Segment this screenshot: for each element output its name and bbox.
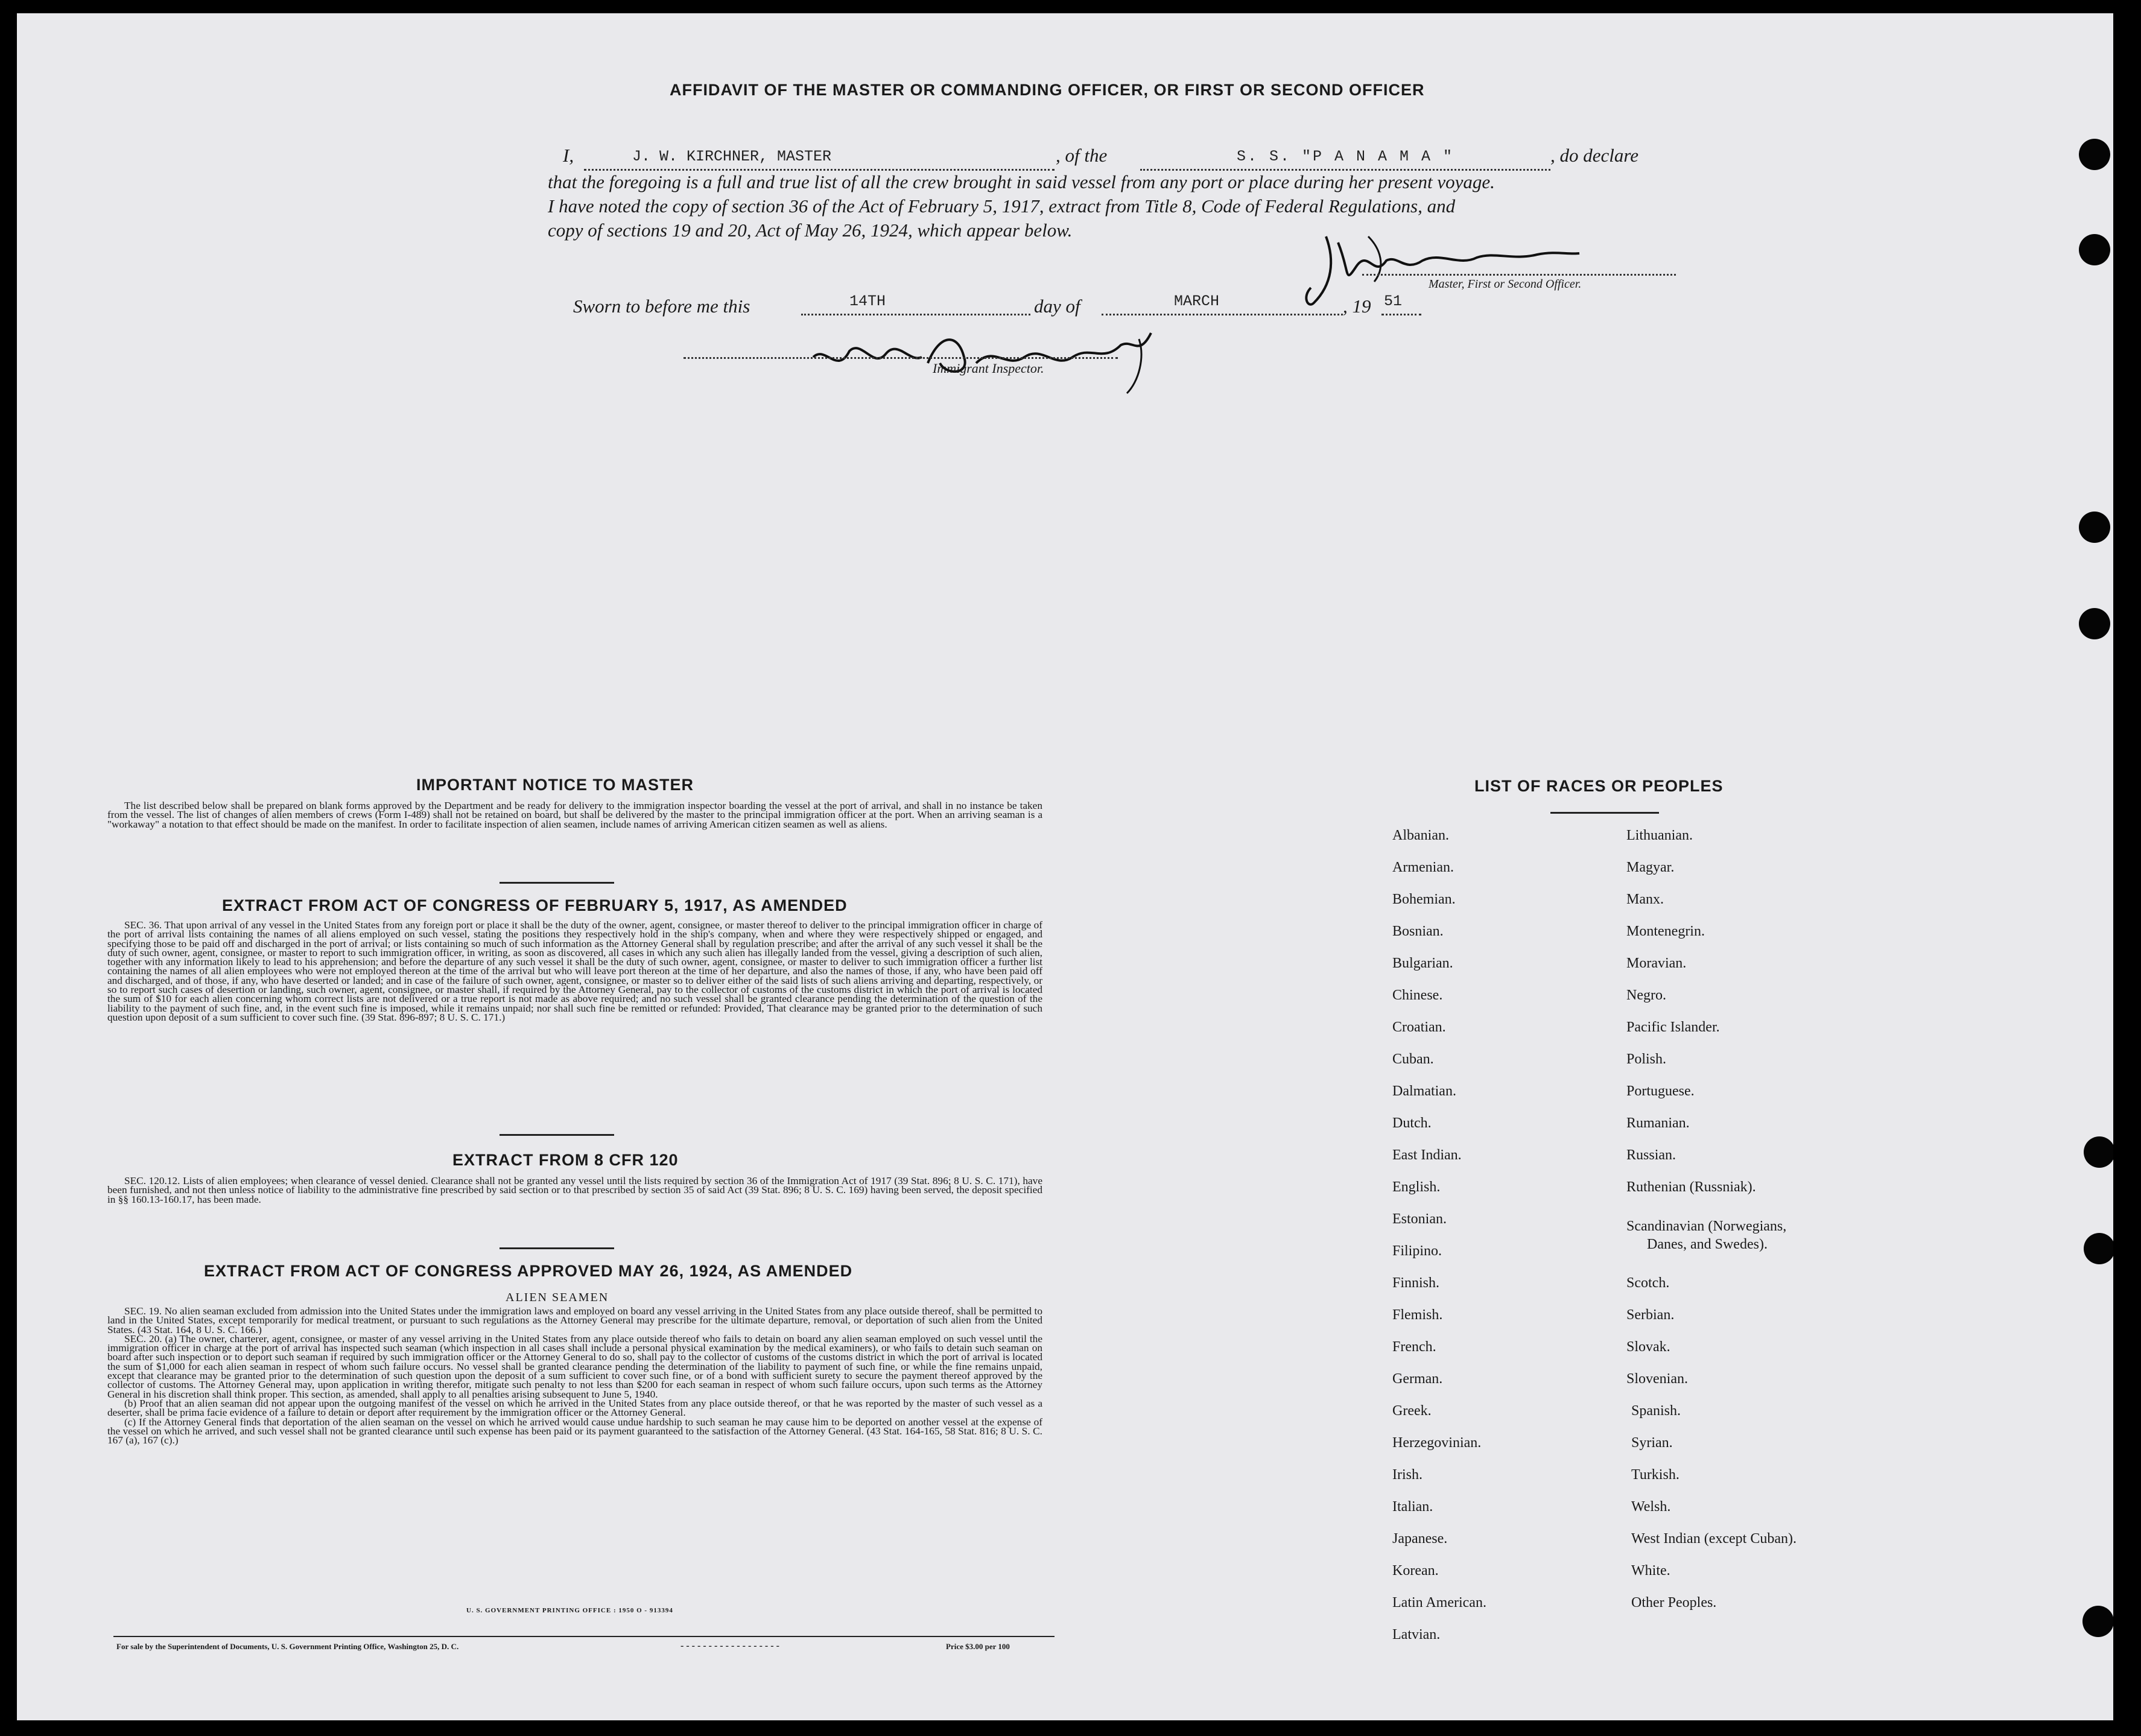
notice-text [107,801,1042,829]
race-item: Flemish. [1392,1307,1443,1323]
extract-cfr-paragraph: SEC. 120.12. Lists of alien employees; when clearance of vessel denied. Clearance shall not be granted any vessel until the lists required by section 36 of the Immigration Act of 1917 (39 Stat. 896; 8 U. S. C. 171), have been furnished, and not then unless notice of liability to the administrative fine prescribed by said section or to that prescribed by section 35 of said Act (39 Stat. 896; 8 U. S. C. 169) having been served, the deposit specified in §§ 160.13-160.17, has been made. [107,1175,1042,1205]
footer-rule [113,1636,1055,1637]
races-title: LIST OF RACES OR PEOPLES [1474,777,1724,795]
race-item: Rumanian. [1626,1115,1690,1131]
race-item: Montenegrin. [1626,923,1705,939]
footer-price: Price $3.00 per 100 [946,1642,1010,1651]
race-item: Syrian. [1631,1435,1673,1451]
master-name-field [584,142,1055,171]
race-item: Serbian. [1626,1307,1675,1323]
declaration-line: copy of sections 19 and 20, Act of May 26, 1924, which appear below. [548,220,1073,241]
race-item: Turkish. [1631,1467,1679,1483]
race-item: Other Peoples. [1631,1595,1717,1611]
race-item: Polish. [1626,1051,1667,1067]
race-item: West Indian (except Cuban). [1631,1531,1797,1547]
race-item: Negro. [1626,987,1666,1003]
binder-hole [2079,608,2110,639]
race-item: Latvian. [1392,1627,1441,1643]
footer-for-sale: For sale by the Superintendent of Documents, U. S. Government Printing Office, Washington 25, D. C. [116,1642,459,1651]
race-item: Latin American. [1392,1595,1486,1611]
race-item: Ruthenian (Russniak). [1626,1179,1756,1195]
sworn-day: 14TH [849,293,886,310]
race-item: Danes, and Swedes). [1647,1237,1768,1252]
master-signature-line [1362,274,1676,276]
notice-paragraph: The list described below shall be prepared on blank forms approved by the Department and be ready for delivery to the immigration inspector boarding the vessel at the port of arrival, and shall in no instance be taken from the vessel. The list of changes of alien members of crews (Form I-489) shall not be retained on board, but shall be delivered by the master to the principal immigration officer at the port. When an arriving seaman is a "workaway" a notation to that effect should be made on the manifest. In order to facilitate inspection of alien seamen, include names of arriving American citizen seamen as well as aliens. [107,800,1042,830]
race-item: Bosnian. [1392,923,1444,939]
year-field [1381,287,1421,315]
race-item: Portuguese. [1626,1083,1695,1099]
race-item: Albanian. [1392,828,1449,843]
do-declare-label: , do declare [1550,145,1639,166]
inspector-caption: Immigrant Inspector. [933,361,1044,376]
inspector-signature [801,321,1175,399]
inspector-signature-line [684,357,1118,359]
sworn-label: Sworn to before me this [573,296,750,317]
sworn-month: MARCH [1174,293,1220,310]
affidavit-title: AFFIDAVIT OF THE MASTER OR COMMANDING OFFICER, OR FIRST OR SECOND OFFICER [670,81,1425,99]
race-item: Magyar. [1626,860,1675,875]
race-item: Finnish. [1392,1275,1440,1291]
affidavit-i-label: I, [563,145,574,166]
binder-hole [2079,234,2110,265]
race-item: Scandinavian (Norwegians, [1626,1218,1787,1234]
race-item: Manx. [1626,892,1664,907]
race-item: Japanese. [1392,1531,1448,1547]
section-divider [500,882,614,884]
race-item: Bulgarian. [1392,955,1453,971]
printing-office-note: U. S. GOVERNMENT PRINTING OFFICE : 1950 O - 913394 [466,1607,673,1614]
race-item: Croatian. [1392,1019,1446,1035]
day-field [801,287,1030,315]
extract-1924-title: EXTRACT FROM ACT OF CONGRESS APPROVED MAY 26, 1924, AS AMENDED [204,1262,853,1280]
year-prefix: , 19 [1343,296,1371,317]
master-caption: Master, First or Second Officer. [1429,277,1582,291]
race-item: Spanish. [1631,1403,1681,1419]
race-item: Korean. [1392,1563,1439,1579]
section-divider [500,1134,614,1136]
extract-cfr-text [107,1176,1042,1204]
extract-1917-text [107,920,1042,1022]
race-item: White. [1631,1563,1670,1579]
binder-hole [2079,139,2110,170]
extract-cfr-title: EXTRACT FROM 8 CFR 120 [452,1151,679,1169]
day-of-label: day of [1034,296,1080,317]
race-item: Russian. [1626,1147,1676,1163]
race-item: Bohemian. [1392,892,1456,907]
race-item: Moravian. [1626,955,1687,971]
race-item: Slovenian. [1626,1371,1688,1387]
race-item: Armenian. [1392,860,1454,875]
document-page [17,13,2113,1720]
declaration-line: that the foregoing is a full and true list of all the crew brought in said vessel from any port or place during her present voyage. [548,171,1495,192]
race-item: Estonian. [1392,1211,1447,1227]
race-item: Slovak. [1626,1339,1670,1355]
race-item: Italian. [1392,1499,1433,1515]
vessel-field [1140,142,1550,171]
races-divider [1550,812,1659,814]
extract-1924-paragraph: SEC. 19. No alien seaman excluded from admission into the United States under the immigration laws and employed on board any vessel arriving in the United States from any place outside thereof, shall be permitted to land in the United States, except temporarily for medical treatment, or pursuant to such regulations as the Attorney General may prescribe for the ultimate departure, removal, or deportation of such alien from the United States. (43 Stat. 164, 8 U. S. C. 166.) [107,1305,1042,1335]
race-item: Pacific Islander. [1626,1019,1720,1035]
of-the-label: , of the [1056,145,1108,166]
binder-hole [2079,512,2110,543]
extract-1924-paragraph: (b) Proof that an alien seaman did not appear upon the outgoing manifest of the vessel on which he arrived in the United States from any place outside thereof, or that he was reported by the master of such vessel as a deserter, shall be prima facie evidence of a failure to detain or deport after requirement by the immigration officer or the Attorney General. [107,1397,1042,1419]
race-item: French. [1392,1339,1436,1355]
binder-hole [2084,1233,2113,1264]
race-item: Dalmatian. [1392,1083,1456,1099]
notice-title: IMPORTANT NOTICE TO MASTER [416,776,694,794]
master-name: J. W. KIRCHNER, MASTER [632,148,832,165]
declaration-line: I have noted the copy of section 36 of the Act of February 5, 1917, extract from Title 8, Code of Federal Regulations, and [548,195,1456,217]
extract-1924-paragraph: (c) If the Attorney General finds that deportation of the alien seaman on the vessel on which he arrived would cause undue hardship to such seaman he may cause him to be deported on another vessel at the expense of the vessel on which he arrived, and such vessel shall not be granted clearance until such expense has been paid or its payment guaranteed to the satisfaction of the Attorney General. (43 Stat. 164-165, 58 Stat. 816; 8 U. S. C. 167 (a), 167 (c).) [107,1416,1042,1446]
extract-1924-text [107,1307,1042,1445]
race-item: German. [1392,1371,1443,1387]
race-item: Greek. [1392,1403,1432,1419]
footer-dashes: - - - - - - - - - - - - - - - - - - [680,1641,779,1651]
race-item: Dutch. [1392,1115,1432,1131]
race-item: Chinese. [1392,987,1443,1003]
binder-hole [2084,1136,2113,1168]
extract-1917-title: EXTRACT FROM ACT OF CONGRESS OF FEBRUARY 5, 1917, AS AMENDED [222,896,848,914]
race-item: Scotch. [1626,1275,1670,1291]
race-item: Lithuanian. [1626,828,1693,843]
extract-1917-paragraph: SEC. 36. That upon arrival of any vessel in the United States from any foreign port or place it shall be the duty of the owner, agent, consignee, or master thereof to deliver to the principal immigration officer in charge of the port of arrival lists containing the names of all aliens employed on such vessel, stating the positions they respectively hold in the ship's company, when and where they were respectively shipped or engaged, and specifying those to be paid off and discharged in the port of arrival; or lists containing so much of such information as the Attorney General shall by regulation prescribe; and after the arrival of any such vessel it shall be the duty of such owner, agent, consignee, or master to report to such immigration officer, in writing, as soon as discovered, all cases in which any such alien has illegally landed from the vessel, giving a description of such alien, together with any information likely to lead to his apprehension; and before the departure of any such vessel it shall be the duty of such owner, agent, consignee, or master to deliver to such immigration officer a further list containing the names of all alien employees who were not employed thereon at the time of the arrival but who will leave port thereon at the time of her departure, and also the names of those, if any, who have been paid off and discharged, and of those, if any, who have deserted or landed; and in case of the failure of such owner, agent, consignee, or master so to deliver either of the said lists of such aliens arriving and departing, respectively, or so to report such cases of desertion or landing, such owner, agent, consignee, or master shall, if required by the Attorney General, pay to the collector of customs of the customs district in which the port of arrival is located the sum of $10 for each alien concerning whom correct lists are not delivered or a true report is not made as above required; and no such vessel shall be granted clearance pending the determination of the question of the liability to the payment of such fine, and, in the event such fine is imposed, while it remains unpaid; nor shall such fine be remitted or refunded: Provided, That clearance may be granted prior to the determination of such question upon deposit of a sum sufficient to cover such fine. (39 Stat. 896-897; 8 U. S. C. 171.) [107,919,1042,1023]
race-item: Herzegovinian. [1392,1435,1482,1451]
race-item: Cuban. [1392,1051,1434,1067]
race-item: Filipino. [1392,1243,1442,1259]
race-item: Irish. [1392,1467,1423,1483]
month-field [1102,287,1343,315]
race-item: Welsh. [1631,1499,1671,1515]
section-divider [500,1247,614,1249]
race-item: East Indian. [1392,1147,1462,1163]
binder-hole [2082,1606,2113,1637]
alien-seamen-subtitle: ALIEN SEAMEN [506,1291,609,1304]
race-item: English. [1392,1179,1441,1195]
vessel-name: S. S. "P A N A M A " [1237,148,1454,165]
sworn-year: 51 [1384,293,1403,310]
extract-1924-paragraph: SEC. 20. (a) The owner, charterer, agent, consignee, or master of any vessel arriving in the United States from any place outside thereof who fails to detain on board any alien seaman employed on such vessel until the immigration officer in charge at the port of arrival has inspected such seaman (which inspection in all cases shall include a personal physical examination by the medical examiners), or who fails to detain such seaman on board after such inspection or to deport such seaman if required by such immigration officer or the Attorney General to do so, shall pay to the collector of customs of the customs district in which the port of arrival is located the sum of $1,000 for each alien seaman in respect of whom such failure occurs. No vessel shall be granted clearance pending the determination of the liability to payment of such fine, or while the fine remains unpaid, except that clearance may be granted prior to the determination of such question upon the deposit of a sum sufficient to cover such fine, or of a bond with sufficient surety to secure the payment thereof approved by the collector of customs. The Attorney General may, upon application in writing therefor, mitigate such penalty to not less than $200 for each seaman in respect of whom such failure occurs, upon such terms as the Attorney General in his discretion shall think proper. This section, as amended, shall apply to all penalties arising subsequent to June 5, 1940. [107,1332,1042,1400]
